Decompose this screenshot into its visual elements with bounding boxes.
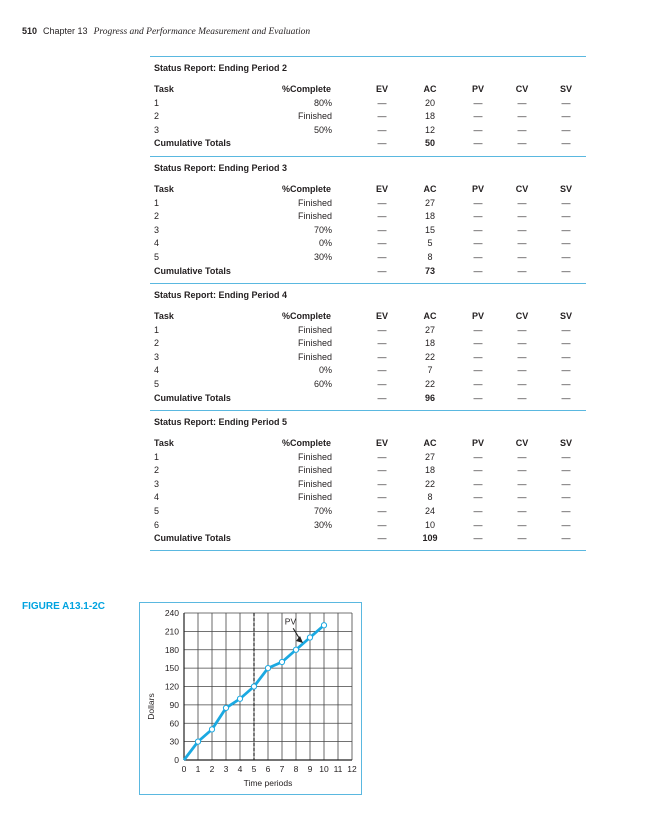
sv-cell: — [561, 506, 571, 516]
sv-cell: — [561, 252, 571, 262]
table-row [150, 520, 586, 533]
table-row [150, 465, 586, 478]
table-row [150, 452, 586, 465]
column-header-task: Task [154, 438, 174, 448]
ev-cell: — [377, 224, 387, 235]
ac-total: 50 [424, 138, 435, 149]
table-header-row [150, 184, 586, 197]
column-header-sv: SV [559, 84, 572, 94]
ev-cell: — [377, 365, 387, 376]
pv-cell: — [473, 111, 483, 122]
percent-complete-cell: Finished [297, 324, 332, 335]
y-axis-label: Dollars [146, 693, 156, 720]
sv-cell: — [561, 379, 571, 389]
sv-cell: — [561, 451, 571, 462]
ac-total: 73 [424, 265, 435, 276]
sv-total: — [561, 138, 571, 149]
ac-cell: 22 [424, 379, 435, 389]
task-cell: 4 [154, 238, 160, 249]
percent-complete-cell: Finished [297, 451, 332, 462]
chapter-title: Progress and Performance Measurement and Evaluation [93, 27, 311, 37]
cv-cell: — [517, 197, 527, 208]
pv-data-point [279, 659, 284, 664]
y-tick-label: 0 [174, 755, 179, 765]
cv-cell: — [517, 338, 527, 349]
x-tick-label: 7 [279, 764, 285, 774]
sv-cell: — [561, 351, 571, 362]
y-tick-label: 150 [164, 663, 179, 674]
pv-cell: — [473, 224, 483, 235]
figure-label: FIGURE A13.1-2C [22, 601, 105, 612]
column-header-pv: PV [471, 184, 484, 194]
task-cell: 2 [154, 465, 160, 476]
table-row [150, 238, 586, 251]
ev-total: — [377, 533, 387, 544]
table-row [150, 198, 586, 211]
ev-cell: — [377, 519, 387, 530]
sv-cell: — [561, 197, 571, 208]
totals-label: Cumulative Totals [154, 138, 231, 149]
sv-cell: — [561, 238, 571, 249]
pv-data-point [195, 739, 200, 744]
ac-cell: 18 [424, 465, 435, 476]
ev-cell: — [377, 211, 387, 222]
ac-cell: 7 [427, 365, 433, 376]
percent-complete-cell: Finished [297, 338, 332, 349]
x-tick-label: 0 [181, 764, 187, 774]
pv-cell: — [473, 351, 483, 362]
cumulative-totals-row [150, 393, 586, 406]
cv-cell: — [517, 111, 527, 122]
percent-complete-cell: 80% [313, 97, 332, 108]
cv-total: — [517, 533, 527, 544]
column-header-sv: SV [559, 311, 572, 321]
task-cell: 2 [154, 211, 160, 222]
ac-total: 96 [424, 392, 435, 403]
table-row [150, 111, 586, 124]
percent-complete-cell: Finished [297, 111, 332, 122]
pv-cell: — [473, 211, 483, 222]
cv-total: — [517, 138, 527, 149]
cv-cell: — [517, 365, 527, 376]
sv-cell: — [561, 478, 571, 489]
pv-cell: — [473, 506, 483, 516]
pv-cell: — [473, 451, 483, 462]
pv-data-point [209, 727, 214, 732]
cumulative-totals-row [150, 138, 586, 151]
status-report-period [150, 156, 586, 276]
task-cell: 1 [154, 197, 160, 208]
percent-complete-cell: Finished [297, 478, 332, 489]
table-bottom-rule [150, 550, 586, 551]
cv-cell: — [517, 238, 527, 249]
sv-cell: — [561, 324, 571, 335]
pv-cell: — [473, 465, 483, 476]
percent-complete-cell: Finished [297, 351, 332, 362]
cv-cell: — [517, 492, 527, 503]
pv-data-point [223, 705, 228, 710]
cv-cell: — [517, 506, 527, 516]
pv-cell: — [473, 197, 483, 208]
column-header-pct: %Complete [282, 438, 332, 448]
ac-cell: 27 [424, 197, 435, 208]
ac-cell: 27 [424, 324, 435, 335]
ev-cell: — [377, 124, 387, 135]
x-tick-label: 1 [195, 764, 201, 774]
column-header-ev: EV [375, 438, 388, 448]
column-header-ac: AC [423, 84, 437, 94]
ev-cell: — [377, 478, 387, 489]
ev-cell: — [377, 506, 387, 516]
pv-data-point [293, 647, 298, 652]
pv-cell: — [473, 519, 483, 530]
task-cell: 6 [154, 519, 160, 530]
table-header-row [150, 438, 586, 451]
table-row [150, 252, 586, 265]
ac-total: 109 [422, 533, 438, 544]
x-tick-label: 9 [307, 764, 313, 774]
table-row [150, 125, 586, 138]
pv-cell: — [473, 124, 483, 135]
task-cell: 3 [154, 478, 160, 489]
task-cell: 1 [154, 451, 160, 462]
pv-data-point [251, 684, 256, 689]
percent-complete-cell: 70% [313, 506, 332, 516]
report-title: Status Report: Ending Period 5 [154, 417, 288, 427]
sv-cell: — [561, 111, 571, 122]
table-row [150, 379, 586, 392]
column-header-ev: EV [375, 184, 388, 194]
ev-cell: — [377, 492, 387, 503]
column-header-cv: CV [515, 438, 529, 448]
cv-cell: — [517, 519, 527, 530]
column-header-pv: PV [471, 84, 484, 94]
x-tick-label: 5 [251, 764, 257, 774]
sv-cell: — [561, 492, 571, 503]
ac-cell: 27 [424, 451, 435, 462]
x-tick-label: 12 [347, 764, 357, 774]
sv-cell: — [561, 465, 571, 476]
x-tick-label: 11 [333, 764, 343, 774]
pv-data-point [321, 623, 326, 628]
table-row [150, 365, 586, 378]
task-cell: 1 [154, 97, 160, 108]
cv-cell: — [517, 379, 527, 389]
pv-cell: — [473, 97, 483, 108]
ac-cell: 18 [424, 338, 435, 349]
table-row [150, 479, 586, 492]
pv-total: — [473, 392, 483, 403]
x-tick-label: 2 [209, 764, 215, 774]
x-tick-label: 8 [293, 764, 299, 774]
ac-cell: 12 [424, 124, 435, 135]
pv-cell: — [473, 478, 483, 489]
task-cell: 3 [154, 124, 160, 135]
ev-cell: — [377, 252, 387, 262]
ac-cell: 24 [424, 506, 435, 516]
y-tick-label: 30 [169, 736, 179, 747]
ac-cell: 15 [424, 224, 435, 235]
ev-cell: — [377, 97, 387, 108]
task-cell: 3 [154, 351, 160, 362]
ac-cell: 22 [424, 478, 435, 489]
ac-cell: 20 [424, 97, 435, 108]
ac-cell: 8 [427, 252, 433, 262]
percent-complete-cell: 70% [313, 224, 332, 235]
status-report-period [150, 410, 586, 544]
x-tick-label: 4 [237, 764, 243, 774]
pv-annotation-arrowhead [296, 636, 303, 643]
ac-cell: 18 [424, 211, 435, 222]
column-header-task: Task [154, 311, 174, 321]
ev-cell: — [377, 324, 387, 335]
pv-data-point [307, 635, 312, 640]
y-tick-label: 210 [164, 626, 179, 637]
pv-cell: — [473, 252, 483, 262]
sv-cell: — [561, 97, 571, 108]
percent-complete-cell: 60% [313, 379, 332, 389]
column-header-cv: CV [515, 311, 529, 321]
running-head [22, 26, 310, 37]
percent-complete-cell: 50% [313, 124, 332, 135]
status-report-period [150, 283, 586, 403]
column-header-task: Task [154, 84, 174, 94]
task-cell: 2 [154, 338, 160, 349]
pv-data-point [265, 666, 270, 671]
pv-cell: — [473, 365, 483, 376]
ac-cell: 8 [427, 492, 433, 503]
sv-total: — [561, 392, 571, 403]
ev-total: — [377, 392, 387, 403]
figure-chart [139, 602, 362, 795]
table-header-row [150, 84, 586, 97]
column-header-cv: CV [515, 84, 529, 94]
cumulative-totals-row [150, 533, 586, 546]
cv-cell: — [517, 97, 527, 108]
ev-cell: — [377, 451, 387, 462]
ev-cell: — [377, 111, 387, 122]
table-header-row [150, 311, 586, 324]
column-header-pct: %Complete [282, 184, 332, 194]
column-header-ev: EV [375, 84, 388, 94]
column-header-sv: SV [559, 184, 572, 194]
sv-cell: — [561, 211, 571, 222]
sv-cell: — [561, 224, 571, 235]
y-tick-label: 240 [164, 608, 179, 618]
pv-cell: — [473, 492, 483, 503]
table-row [150, 211, 586, 224]
ac-cell: 22 [424, 351, 435, 362]
column-header-cv: CV [515, 184, 529, 194]
task-cell: 5 [154, 506, 160, 516]
totals-label: Cumulative Totals [154, 533, 231, 544]
table-row [150, 325, 586, 338]
cv-total: — [517, 392, 527, 403]
ev-cell: — [377, 238, 387, 249]
ev-total: — [377, 138, 387, 149]
table-row [150, 225, 586, 238]
cv-cell: — [517, 351, 527, 362]
task-cell: 3 [154, 224, 160, 235]
column-header-ev: EV [375, 311, 388, 321]
percent-complete-cell: 0% [318, 238, 332, 249]
pv-cell: — [473, 338, 483, 349]
pv-cell: — [473, 238, 483, 249]
column-header-sv: SV [559, 438, 572, 448]
sv-cell: — [561, 365, 571, 376]
cumulative-totals-row [150, 266, 586, 279]
task-cell: 4 [154, 492, 160, 503]
ac-cell: 18 [424, 111, 435, 122]
pv-data-point [237, 696, 242, 701]
totals-label: Cumulative Totals [154, 392, 231, 403]
cv-cell: — [517, 451, 527, 462]
column-header-pct: %Complete [282, 84, 332, 94]
pv-annotation-label: PV [284, 616, 297, 627]
cv-cell: — [517, 224, 527, 235]
ac-cell: 5 [427, 238, 433, 249]
table-row [150, 506, 586, 519]
report-title: Status Report: Ending Period 4 [154, 290, 288, 300]
pv-cell: — [473, 379, 483, 389]
y-tick-label: 60 [169, 718, 179, 729]
ev-cell: — [377, 351, 387, 362]
pv-total: — [473, 265, 483, 276]
sv-cell: — [561, 338, 571, 349]
chapter-label: Chapter 13 [43, 26, 88, 36]
report-title: Status Report: Ending Period 3 [154, 163, 288, 173]
table-row [150, 98, 586, 111]
percent-complete-cell: Finished [297, 197, 332, 208]
percent-complete-cell: Finished [297, 492, 332, 503]
sv-cell: — [561, 124, 571, 135]
page-number: 510 [22, 26, 38, 36]
task-cell: 5 [154, 379, 160, 389]
sv-cell: — [561, 519, 571, 530]
column-header-task: Task [154, 184, 174, 194]
task-cell: 2 [154, 111, 160, 122]
percent-complete-cell: 30% [313, 519, 332, 530]
sv-total: — [561, 265, 571, 276]
cv-cell: — [517, 465, 527, 476]
pv-total: — [473, 138, 483, 149]
column-header-ac: AC [423, 311, 437, 321]
column-header-ac: AC [423, 184, 437, 194]
task-cell: 4 [154, 365, 160, 376]
status-report-period [150, 56, 586, 156]
ac-cell: 10 [424, 519, 435, 530]
report-title: Status Report: Ending Period 2 [154, 63, 288, 73]
task-cell: 1 [154, 324, 160, 335]
percent-complete-cell: Finished [297, 211, 332, 222]
task-cell: 5 [154, 252, 160, 262]
column-header-pv: PV [471, 311, 484, 321]
ev-cell: — [377, 379, 387, 389]
pv-cell: — [473, 324, 483, 335]
table-row [150, 352, 586, 365]
pv-line-chart [140, 603, 360, 793]
x-tick-label: 3 [223, 764, 229, 774]
column-header-ac: AC [423, 438, 437, 448]
x-tick-label: 6 [265, 764, 271, 774]
table-row [150, 492, 586, 505]
ev-cell: — [377, 465, 387, 476]
ev-cell: — [377, 197, 387, 208]
y-tick-label: 180 [164, 644, 179, 655]
y-tick-label: 90 [169, 699, 179, 710]
pv-total: — [473, 533, 483, 544]
y-tick-label: 120 [164, 681, 179, 692]
x-axis-label: Time periods [243, 778, 293, 788]
ev-total: — [377, 265, 387, 276]
cv-cell: — [517, 124, 527, 135]
percent-complete-cell: 30% [313, 252, 332, 262]
column-header-pv: PV [471, 438, 484, 448]
totals-label: Cumulative Totals [154, 265, 231, 276]
cv-cell: — [517, 324, 527, 335]
cv-total: — [517, 265, 527, 276]
x-tick-label: 10 [319, 764, 329, 774]
cv-cell: — [517, 478, 527, 489]
percent-complete-cell: 0% [318, 365, 332, 376]
sv-total: — [561, 533, 571, 544]
percent-complete-cell: Finished [297, 465, 332, 476]
cv-cell: — [517, 211, 527, 222]
ev-cell: — [377, 338, 387, 349]
cv-cell: — [517, 252, 527, 262]
column-header-pct: %Complete [282, 311, 332, 321]
table-row [150, 338, 586, 351]
